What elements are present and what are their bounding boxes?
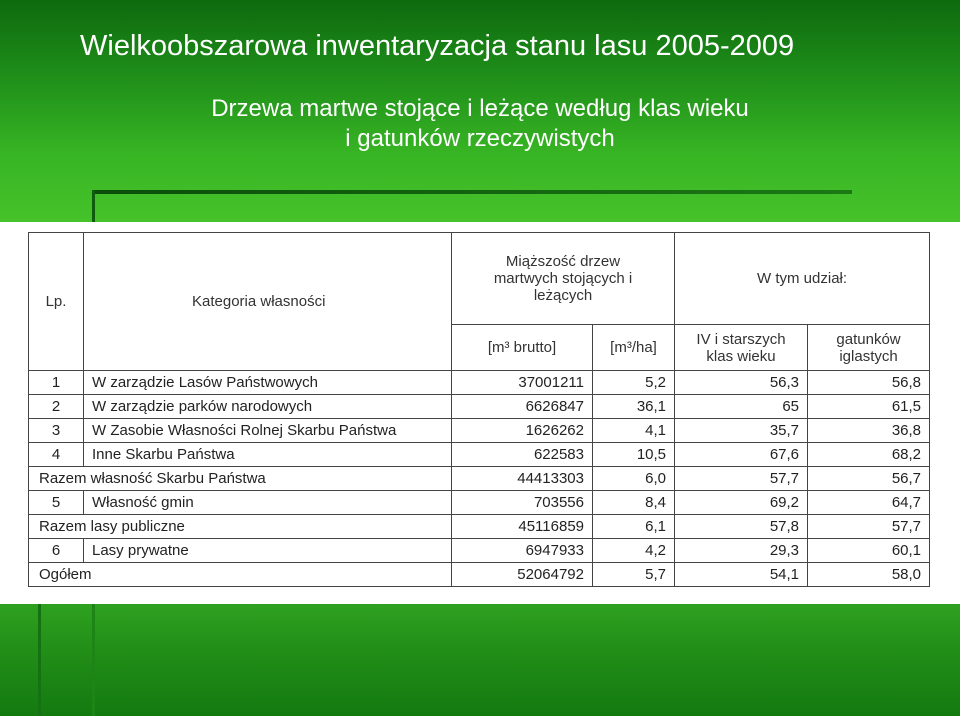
- subtitle-line-1: Drzewa martwe stojące i leżące według klas wieku: [211, 95, 749, 122]
- header-lp: Lp.: [29, 233, 84, 371]
- row-category: Razem lasy publiczne: [29, 515, 452, 539]
- row-share-age: 69,2: [675, 491, 808, 515]
- row-category: Inne Skarbu Państwa: [84, 443, 452, 467]
- deadwood-table: [28, 232, 930, 587]
- row-volume-brutto: 703556: [452, 491, 593, 515]
- table-row: [29, 467, 930, 491]
- table-row: [29, 491, 930, 515]
- row-lp: 5: [29, 491, 84, 515]
- row-volume-per-ha: 4,2: [593, 539, 675, 563]
- row-volume-brutto: 37001211: [452, 371, 593, 395]
- data-table-container: [28, 232, 929, 586]
- row-category: Ogółem: [29, 563, 452, 587]
- row-category: W zarządzie parków narodowych: [84, 395, 452, 419]
- row-volume-brutto: 45116859: [452, 515, 593, 539]
- row-lp: 6: [29, 539, 84, 563]
- row-volume-brutto: 52064792: [452, 563, 593, 587]
- row-volume-brutto: 1626262: [452, 419, 593, 443]
- row-volume-per-ha: 5,2: [593, 371, 675, 395]
- row-lp: 3: [29, 419, 84, 443]
- decorative-stripe: [92, 190, 852, 194]
- row-share-age: 35,7: [675, 419, 808, 443]
- row-share-conifer: 60,1: [808, 539, 930, 563]
- row-lp: 4: [29, 443, 84, 467]
- page-subtitle: [0, 94, 960, 154]
- header-share-conifer: gatunków iglastych: [808, 325, 930, 371]
- header-volume-group: Miąższość drzew martwych stojących i leżących: [452, 233, 675, 325]
- header-share-group: W tym udział:: [675, 233, 930, 325]
- table-row: [29, 563, 930, 587]
- row-share-conifer: 56,7: [808, 467, 930, 491]
- subtitle-line-2: i gatunków rzeczywistych: [345, 125, 615, 152]
- header-share-age: IV i starszych klas wieku: [675, 325, 808, 371]
- table-row: [29, 539, 930, 563]
- table-row: [29, 443, 930, 467]
- row-share-age: 57,7: [675, 467, 808, 491]
- row-volume-brutto: 6947933: [452, 539, 593, 563]
- row-lp: 2: [29, 395, 84, 419]
- row-volume-brutto: 6626847: [452, 395, 593, 419]
- row-volume-per-ha: 6,0: [593, 467, 675, 491]
- row-volume-brutto: 44413303: [452, 467, 593, 491]
- row-share-conifer: 58,0: [808, 563, 930, 587]
- row-category: W zarządzie Lasów Państwowych: [84, 371, 452, 395]
- row-share-conifer: 68,2: [808, 443, 930, 467]
- row-lp: 1: [29, 371, 84, 395]
- header-unit-ha: [m³/ha]: [593, 325, 675, 371]
- row-share-conifer: 61,5: [808, 395, 930, 419]
- row-share-age: 67,6: [675, 443, 808, 467]
- decorative-line: [92, 190, 95, 222]
- header-category: Kategoria własności: [84, 233, 452, 371]
- table-row: [29, 419, 930, 443]
- row-category: Własność gmin: [84, 491, 452, 515]
- table-row: [29, 395, 930, 419]
- row-share-conifer: 36,8: [808, 419, 930, 443]
- row-volume-per-ha: 4,1: [593, 419, 675, 443]
- table-row: [29, 515, 930, 539]
- row-category: Lasy prywatne: [84, 539, 452, 563]
- row-share-age: 29,3: [675, 539, 808, 563]
- row-share-conifer: 56,8: [808, 371, 930, 395]
- row-volume-per-ha: 5,7: [593, 563, 675, 587]
- row-category: Razem własność Skarbu Państwa: [29, 467, 452, 491]
- row-volume-per-ha: 6,1: [593, 515, 675, 539]
- row-volume-per-ha: 36,1: [593, 395, 675, 419]
- footer-band: [0, 604, 960, 716]
- decorative-line: [92, 604, 95, 716]
- row-share-conifer: 57,7: [808, 515, 930, 539]
- row-share-age: 57,8: [675, 515, 808, 539]
- page-title: Wielkoobszarowa inwentaryzacja stanu lasu 2005-2009: [80, 30, 795, 62]
- row-volume-per-ha: 8,4: [593, 491, 675, 515]
- row-share-age: 56,3: [675, 371, 808, 395]
- row-category: W Zasobie Własności Rolnej Skarbu Państwa: [84, 419, 452, 443]
- row-share-age: 65: [675, 395, 808, 419]
- decorative-line: [38, 604, 41, 716]
- header-unit-brutto: [m³ brutto]: [452, 325, 593, 371]
- row-volume-brutto: 622583: [452, 443, 593, 467]
- row-share-age: 54,1: [675, 563, 808, 587]
- table-row: [29, 371, 930, 395]
- row-volume-per-ha: 10,5: [593, 443, 675, 467]
- row-share-conifer: 64,7: [808, 491, 930, 515]
- table-body: [29, 371, 930, 587]
